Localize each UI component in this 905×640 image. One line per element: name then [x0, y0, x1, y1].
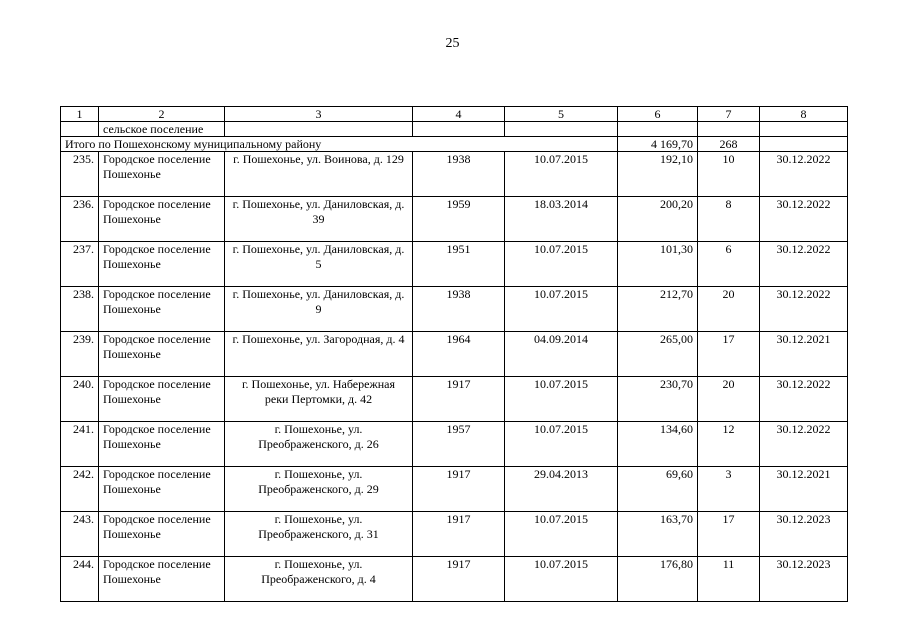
settlement-name-cell: Городское поселение Пошехонье — [99, 377, 225, 422]
row-number-cell: 239. — [61, 332, 99, 377]
address-cell: г. Пошехонье, ул. Даниловская, д. 9 — [225, 287, 413, 332]
row-number-cell: 241. — [61, 422, 99, 467]
build-year-cell: 1964 — [413, 332, 505, 377]
housing-table — [60, 106, 848, 602]
address-cell: г. Пошехонье, ул. Преображенского, д. 4 — [225, 557, 413, 602]
table-row — [61, 242, 848, 287]
table-row — [61, 422, 848, 467]
empty-cell — [225, 122, 413, 137]
address-cell: г. Пошехонье, ул. Преображенского, д. 31 — [225, 512, 413, 557]
area-cell: 101,30 — [618, 242, 698, 287]
row-number-cell: 237. — [61, 242, 99, 287]
settlement-name-cell: Городское поселение Пошехонье — [99, 287, 225, 332]
build-year-cell: 1957 — [413, 422, 505, 467]
table-row — [61, 512, 848, 557]
deadline-cell: 30.12.2022 — [760, 287, 848, 332]
table-row — [61, 197, 848, 242]
date-cell: 10.07.2015 — [505, 152, 618, 197]
settlement-name-cell: Городское поселение Пошехонье — [99, 332, 225, 377]
deadline-cell: 30.12.2022 — [760, 377, 848, 422]
address-cell: г. Пошехонье, ул. Загородная, д. 4 — [225, 332, 413, 377]
residents-count-cell: 20 — [698, 287, 760, 332]
partial-row — [61, 122, 848, 137]
page-number: 25 — [445, 36, 460, 51]
partial-row-text: сельское поселение — [99, 122, 225, 137]
empty-cell — [61, 122, 99, 137]
row-number-cell: 236. — [61, 197, 99, 242]
residents-count-cell: 10 — [698, 152, 760, 197]
deadline-cell: 30.12.2022 — [760, 242, 848, 287]
build-year-cell: 1951 — [413, 242, 505, 287]
area-cell: 212,70 — [618, 287, 698, 332]
residents-count-cell: 8 — [698, 197, 760, 242]
row-number-cell: 244. — [61, 557, 99, 602]
date-cell: 10.07.2015 — [505, 512, 618, 557]
build-year-cell: 1917 — [413, 512, 505, 557]
settlement-name-cell: Городское поселение Пошехонье — [99, 242, 225, 287]
empty-cell — [760, 122, 848, 137]
date-cell: 18.03.2014 — [505, 197, 618, 242]
build-year-cell: 1938 — [413, 287, 505, 332]
build-year-cell: 1917 — [413, 557, 505, 602]
address-cell: г. Пошехонье, ул. Даниловская, д. 5 — [225, 242, 413, 287]
column-header: 4 — [413, 107, 505, 122]
deadline-cell: 30.12.2023 — [760, 512, 848, 557]
build-year-cell: 1917 — [413, 377, 505, 422]
table-row — [61, 332, 848, 377]
deadline-cell: 30.12.2022 — [760, 152, 848, 197]
residents-count-cell: 17 — [698, 512, 760, 557]
settlement-name-cell: Городское поселение Пошехонье — [99, 152, 225, 197]
build-year-cell: 1917 — [413, 467, 505, 512]
row-number-cell: 243. — [61, 512, 99, 557]
date-cell: 10.07.2015 — [505, 377, 618, 422]
column-header: 5 — [505, 107, 618, 122]
settlement-name-cell: Городское поселение Пошехонье — [99, 557, 225, 602]
column-header: 1 — [61, 107, 99, 122]
settlement-name-cell: Городское поселение Пошехонье — [99, 197, 225, 242]
column-header: 8 — [760, 107, 848, 122]
empty-cell — [413, 122, 505, 137]
residents-count-cell: 17 — [698, 332, 760, 377]
row-number-cell: 238. — [61, 287, 99, 332]
table-row — [61, 557, 848, 602]
address-cell: г. Пошехонье, ул. Даниловская, д. 39 — [225, 197, 413, 242]
table-row — [61, 152, 848, 197]
empty-cell — [760, 137, 848, 152]
deadline-cell: 30.12.2022 — [760, 422, 848, 467]
column-header: 3 — [225, 107, 413, 122]
address-cell: г. Пошехонье, ул. Преображенского, д. 29 — [225, 467, 413, 512]
settlement-name-cell: Городское поселение Пошехонье — [99, 512, 225, 557]
address-cell: г. Пошехонье, ул. Преображенского, д. 26 — [225, 422, 413, 467]
total-area: 4 169,70 — [618, 137, 698, 152]
empty-cell — [505, 122, 618, 137]
residents-count-cell: 6 — [698, 242, 760, 287]
total-count: 268 — [698, 137, 760, 152]
deadline-cell: 30.12.2023 — [760, 557, 848, 602]
area-cell: 230,70 — [618, 377, 698, 422]
total-row — [61, 137, 848, 152]
settlement-name-cell: Городское поселение Пошехонье — [99, 422, 225, 467]
residents-count-cell: 12 — [698, 422, 760, 467]
area-cell: 265,00 — [618, 332, 698, 377]
date-cell: 04.09.2014 — [505, 332, 618, 377]
column-header: 6 — [618, 107, 698, 122]
build-year-cell: 1938 — [413, 152, 505, 197]
table-row — [61, 377, 848, 422]
area-cell: 163,70 — [618, 512, 698, 557]
address-cell: г. Пошехонье, ул. Набережная реки Пертомки, д. 42 — [225, 377, 413, 422]
header-row — [61, 107, 848, 122]
deadline-cell: 30.12.2021 — [760, 467, 848, 512]
area-cell: 134,60 — [618, 422, 698, 467]
deadline-cell: 30.12.2022 — [760, 197, 848, 242]
build-year-cell: 1959 — [413, 197, 505, 242]
table-row — [61, 287, 848, 332]
settlement-name-cell: Городское поселение Пошехонье — [99, 467, 225, 512]
empty-cell — [698, 122, 760, 137]
total-label: Итого по Пошехонскому муниципальному району — [61, 137, 618, 152]
area-cell: 69,60 — [618, 467, 698, 512]
date-cell: 29.04.2013 — [505, 467, 618, 512]
date-cell: 10.07.2015 — [505, 557, 618, 602]
residents-count-cell: 11 — [698, 557, 760, 602]
residents-count-cell: 3 — [698, 467, 760, 512]
area-cell: 176,80 — [618, 557, 698, 602]
residents-count-cell: 20 — [698, 377, 760, 422]
table-row — [61, 467, 848, 512]
date-cell: 10.07.2015 — [505, 287, 618, 332]
row-number-cell: 235. — [61, 152, 99, 197]
deadline-cell: 30.12.2021 — [760, 332, 848, 377]
address-cell: г. Пошехонье, ул. Воинова, д. 129 — [225, 152, 413, 197]
column-header: 7 — [698, 107, 760, 122]
date-cell: 10.07.2015 — [505, 422, 618, 467]
row-number-cell: 242. — [61, 467, 99, 512]
area-cell: 192,10 — [618, 152, 698, 197]
area-cell: 200,20 — [618, 197, 698, 242]
row-number-cell: 240. — [61, 377, 99, 422]
date-cell: 10.07.2015 — [505, 242, 618, 287]
empty-cell — [618, 122, 698, 137]
column-header: 2 — [99, 107, 225, 122]
